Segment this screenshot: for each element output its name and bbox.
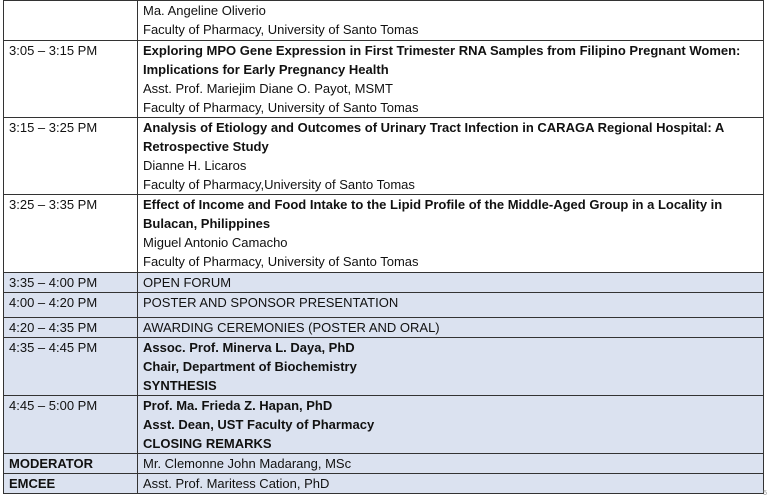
session-cell	[138, 41, 764, 118]
table-row	[4, 1, 764, 41]
speaker-name: Assoc. Prof. Minerva L. Daya, PhD	[143, 340, 355, 355]
time-cell: 4:20 – 4:35 PM	[4, 318, 138, 338]
time-cell: 3:25 – 3:35 PM	[4, 195, 138, 273]
role-label: MODERATOR	[4, 454, 138, 474]
time-cell: 3:35 – 4:00 PM	[4, 273, 138, 293]
time-cell: 4:00 – 4:20 PM	[4, 293, 138, 318]
talk-title: Effect of Income and Food Intake to the Lipid Profile of the Middle-Aged Group in a Locality in Bulacan, Philippines	[143, 197, 723, 231]
speaker-position: Chair, Department of Biochemistry	[143, 359, 357, 374]
session-cell: AWARDING CEREMONIES (POSTER AND ORAL)	[138, 318, 764, 338]
presenter-affiliation: Faculty of Pharmacy, University of Santo Tomas	[143, 254, 419, 269]
session-cell	[138, 1, 764, 41]
table-row	[4, 293, 764, 318]
presenter-name: Asst. Prof. Mariejim Diane O. Payot, MSMT	[143, 81, 393, 96]
presenter-name: Dianne H. Licaros	[143, 158, 247, 173]
table-row	[4, 338, 764, 396]
segment-label: SYNTHESIS	[143, 378, 217, 393]
table-row	[4, 396, 764, 454]
time-cell: 3:15 – 3:25 PM	[4, 118, 138, 195]
time-cell: 4:45 – 5:00 PM	[4, 396, 138, 454]
time-cell: 4:35 – 4:45 PM	[4, 338, 138, 396]
program-schedule-table	[3, 0, 764, 494]
session-cell	[138, 396, 764, 454]
presenter-affiliation: Faculty of Pharmacy, University of Santo Tomas	[143, 22, 419, 37]
presenter-affiliation: Faculty of Pharmacy,University of Santo Tomas	[143, 177, 415, 192]
session-cell	[138, 338, 764, 396]
table-row	[4, 454, 764, 474]
talk-title: Analysis of Etiology and Outcomes of Urinary Tract Infection in CARAGA Regional Hospital: A Retrospective Study	[143, 120, 724, 154]
session-cell: OPEN FORUM	[138, 273, 764, 293]
session-cell	[138, 118, 764, 195]
session-cell	[138, 195, 764, 273]
table-row	[4, 318, 764, 338]
table-row	[4, 474, 764, 494]
role-label: EMCEE	[4, 474, 138, 494]
table-row	[4, 118, 764, 195]
time-cell: 3:05 – 3:15 PM	[4, 41, 138, 118]
presenter-affiliation: Faculty of Pharmacy, University of Santo Tomas	[143, 100, 419, 115]
time-cell	[4, 1, 138, 41]
role-person: Asst. Prof. Maritess Cation, PhD	[138, 474, 764, 494]
talk-title: Exploring MPO Gene Expression in First Trimester RNA Samples from Filipino Pregnant Women: Implications for Early Pregnancy Health	[143, 43, 741, 77]
table-row	[4, 273, 764, 293]
table-row	[4, 195, 764, 273]
speaker-position: Asst. Dean, UST Faculty of Pharmacy	[143, 417, 375, 432]
page-number: 5	[763, 490, 767, 497]
role-person: Mr. Clemonne John Madarang, MSc	[138, 454, 764, 474]
segment-label: CLOSING REMARKS	[143, 436, 272, 451]
presenter-name: Miguel Antonio Camacho	[143, 235, 288, 250]
session-cell: POSTER AND SPONSOR PRESENTATION	[138, 293, 764, 318]
table-row	[4, 41, 764, 118]
presenter-name: Ma. Angeline Oliverio	[143, 3, 266, 18]
speaker-name: Prof. Ma. Frieda Z. Hapan, PhD	[143, 398, 333, 413]
